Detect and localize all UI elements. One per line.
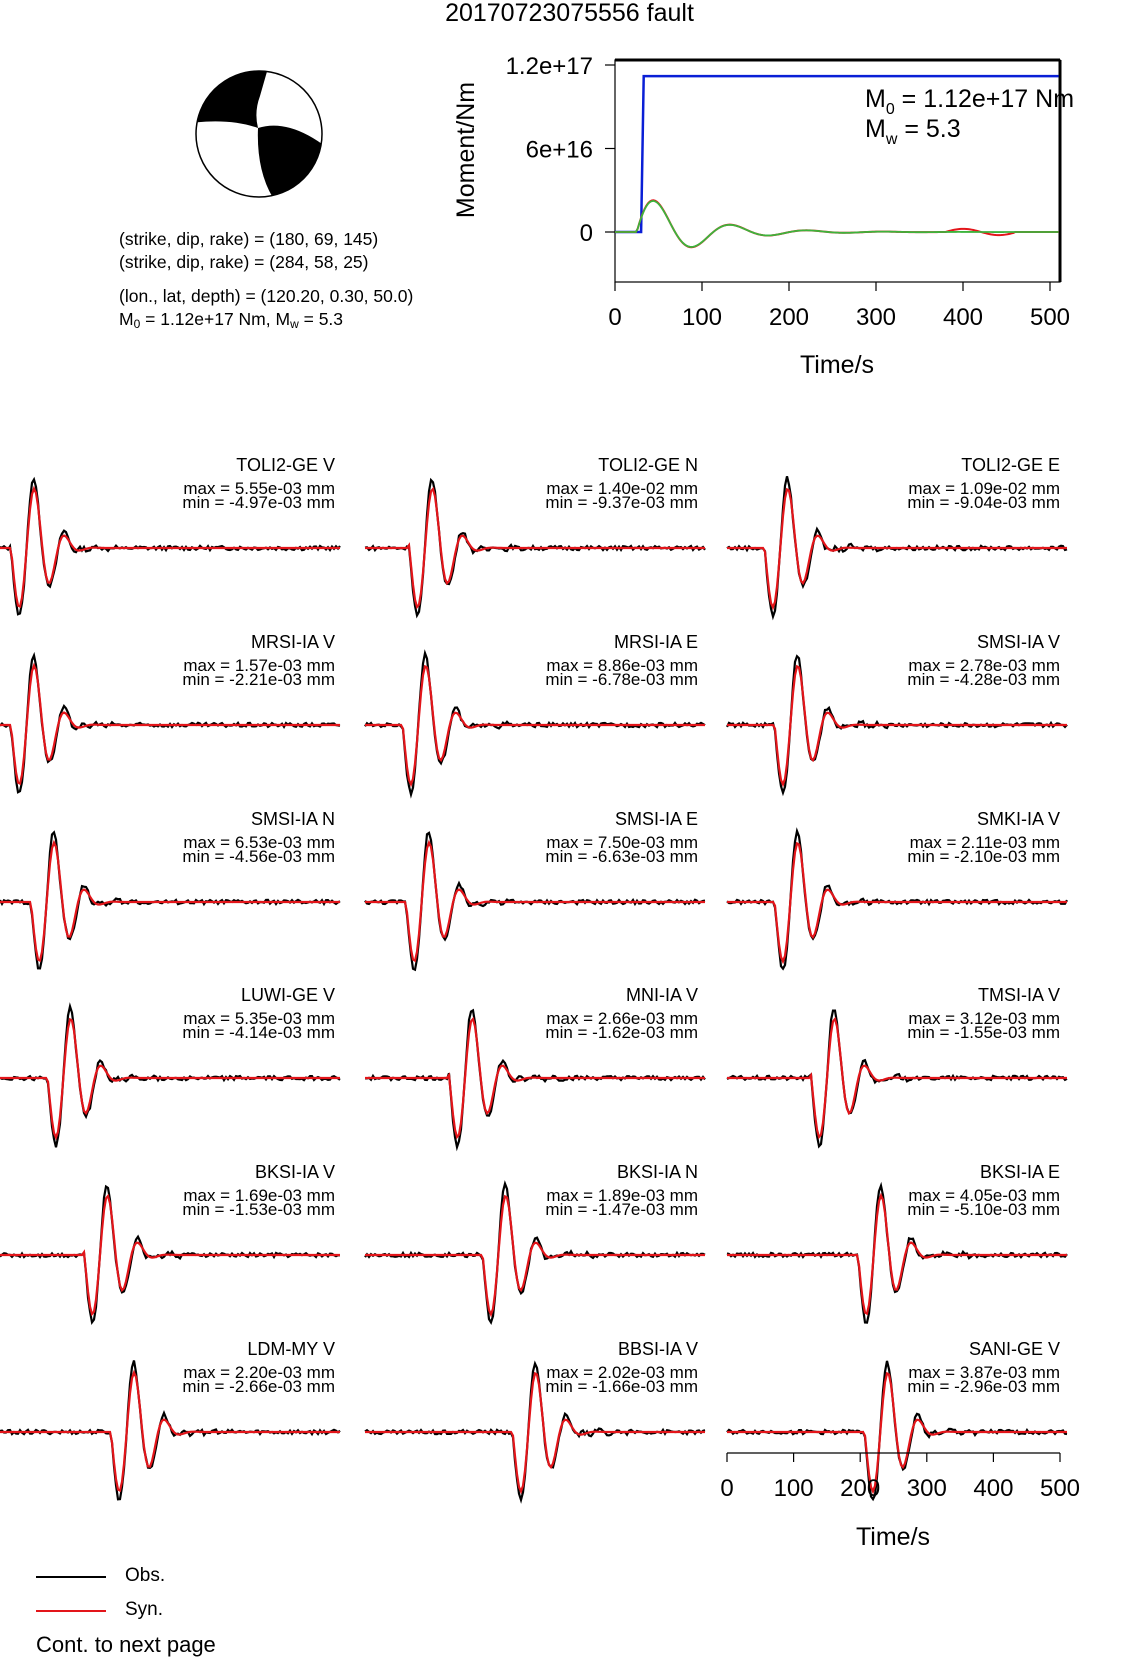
station-min: min = -1.53e-03 mm <box>182 1200 335 1219</box>
station-name: BKSI-IA E <box>979 1162 1060 1182</box>
station-min: min = -4.28e-03 mm <box>907 670 1060 689</box>
station-max: max = 1.89e-03 mm <box>546 1186 698 1205</box>
legend-obs-label: Obs. <box>125 1565 166 1586</box>
moment-annotation-mw: $M_w = 5.3$ <box>865 115 961 148</box>
moment-rate-chart <box>450 40 1139 400</box>
station-max: max = 2.78e-03 mm <box>908 656 1060 675</box>
station-name: SMSI-IA V <box>976 632 1060 652</box>
station-name: TOLI2-GE V <box>236 455 335 475</box>
station-panel <box>727 455 1067 617</box>
station-min: min = -6.63e-03 mm <box>545 847 698 866</box>
station-panel <box>0 455 340 614</box>
station-max: max = 8.86e-03 mm <box>546 656 698 675</box>
station-name: LDM-MY V <box>247 1339 335 1359</box>
waveform-grid <box>0 440 1139 1661</box>
station-name: MNI-IA V <box>625 985 698 1005</box>
station-min: min = -1.66e-03 mm <box>545 1377 698 1396</box>
station-name: SMSI-IA E <box>614 809 698 829</box>
station-max: max = 2.66e-03 mm <box>546 1009 698 1028</box>
station-min: min = -9.04e-03 mm <box>907 493 1060 512</box>
station-min: min = -2.96e-03 mm <box>907 1377 1060 1396</box>
station-max: max = 2.20e-03 mm <box>183 1363 335 1382</box>
legend-syn-label: Syn. <box>125 1599 164 1620</box>
station-max: max = 3.87e-03 mm <box>908 1363 1060 1382</box>
station-max: max = 2.11e-03 mm <box>909 833 1060 852</box>
station-min: min = -2.21e-03 mm <box>182 670 335 689</box>
moment-annotation-m0: $M_0 = 1.12e+17$ Nm <box>865 85 1075 118</box>
station-panel <box>365 455 705 615</box>
station-name: MRSI-IA E <box>613 632 698 652</box>
moment-xtick-label: 300 <box>855 304 897 331</box>
station-max: max = 1.09e-02 mm <box>908 479 1060 498</box>
station-min: min = -4.97e-03 mm <box>182 493 335 512</box>
station-panel <box>365 985 705 1147</box>
station-name: MRSI-IA V <box>250 632 335 652</box>
moment-rate-green <box>615 201 1059 247</box>
waveform-xlabel: Time/s <box>855 1523 931 1551</box>
station-max: max = 7.50e-03 mm <box>546 833 698 852</box>
station-name: BKSI-IA V <box>254 1162 335 1182</box>
station-max: max = 3.12e-03 mm <box>908 1009 1060 1028</box>
station-panel <box>365 632 705 795</box>
legend-swatches <box>34 1565 114 1625</box>
moment-xtick-label: 200 <box>768 304 810 331</box>
moment-xtick-label: 100 <box>681 304 723 331</box>
moment-xtick-label: 0 <box>608 304 622 331</box>
moment-xtick-label: 400 <box>942 304 984 331</box>
station-max: max = 4.05e-03 mm <box>908 1186 1060 1205</box>
station-min: min = -1.47e-03 mm <box>545 1200 698 1219</box>
station-name: TOLI2-GE E <box>961 455 1060 475</box>
focal-mechanism-beachball <box>190 68 328 200</box>
station-panel <box>727 985 1067 1146</box>
station-name: SMSI-IA N <box>250 809 335 829</box>
moment-xlabel: Time/s <box>799 351 875 379</box>
station-name: LUWI-GE V <box>240 985 335 1005</box>
station-panel <box>0 985 340 1147</box>
waveform-xtick-label: 500 <box>1039 1475 1081 1502</box>
station-max: max = 1.40e-02 mm <box>546 479 698 498</box>
waveform-xtick-label: 200 <box>840 1475 881 1502</box>
station-min: min = -6.78e-03 mm <box>545 670 698 689</box>
moment-ylabel: Moment/Nm <box>452 81 480 219</box>
station-panel <box>0 632 340 792</box>
waveform-time-axis <box>720 1453 1080 1551</box>
station-min: min = -9.37e-03 mm <box>545 493 698 512</box>
station-min: min = -2.10e-03 mm <box>907 847 1060 866</box>
station-panel <box>0 809 340 968</box>
station-min: min = -4.56e-03 mm <box>182 847 335 866</box>
station-max: max = 5.35e-03 mm <box>183 1009 335 1028</box>
station-min: min = -4.14e-03 mm <box>182 1023 335 1042</box>
station-panel <box>365 1162 705 1322</box>
waveform-xtick-label: 300 <box>906 1475 947 1502</box>
waveform-xtick-label: 100 <box>773 1475 814 1502</box>
station-max: max = 1.69e-03 mm <box>183 1186 335 1205</box>
moment-xtick-label: 500 <box>1029 304 1071 331</box>
station-panel <box>365 1339 705 1500</box>
magnitude-label: $M_0 = 1.12e+17$ Nm, $M_w = 5.3$ <box>119 309 344 331</box>
moment-ytick-label: 6e+16 <box>525 136 593 164</box>
station-max: max = 2.02e-03 mm <box>546 1363 698 1382</box>
station-panel <box>0 1339 340 1499</box>
station-panel <box>365 809 705 970</box>
nodal-plane-1: (strike, dip, rake) = (180, 69, 145) <box>119 229 379 249</box>
station-panel <box>727 809 1067 969</box>
station-min: min = -1.62e-03 mm <box>545 1023 698 1042</box>
station-min: min = -5.10e-03 mm <box>907 1200 1060 1219</box>
station-name: SMKI-IA V <box>976 809 1060 829</box>
station-name: SANI-GE V <box>968 1339 1060 1359</box>
station-name: BBSI-IA V <box>617 1339 698 1359</box>
station-name: TMSI-IA V <box>977 985 1060 1005</box>
waveform-xtick-label: 400 <box>973 1475 1014 1502</box>
station-panel <box>727 1162 1067 1323</box>
station-min: min = -1.55e-03 mm <box>907 1023 1060 1042</box>
station-max: max = 6.53e-03 mm <box>183 833 335 852</box>
waveform-xtick-label: 0 <box>720 1475 734 1502</box>
station-min: min = -2.66e-03 mm <box>182 1377 335 1396</box>
station-panel <box>0 1162 340 1322</box>
station-name: BKSI-IA N <box>616 1162 698 1182</box>
nodal-plane-2: (strike, dip, rake) = (284, 58, 25) <box>119 252 369 272</box>
station-panel <box>727 632 1067 793</box>
moment-ytick-label: 0 <box>579 220 593 247</box>
page-title: 20170723075556 fault <box>445 0 694 27</box>
location-label: (lon., lat, depth) = (120.20, 0.30, 50.0) <box>119 286 414 306</box>
station-max: max = 1.57e-03 mm <box>183 656 335 675</box>
station-max: max = 5.55e-03 mm <box>183 479 335 498</box>
moment-ytick-label: 1.2e+17 <box>505 53 593 80</box>
continue-note: Cont. to next page <box>36 1632 216 1657</box>
station-name: TOLI2-GE N <box>598 455 698 475</box>
